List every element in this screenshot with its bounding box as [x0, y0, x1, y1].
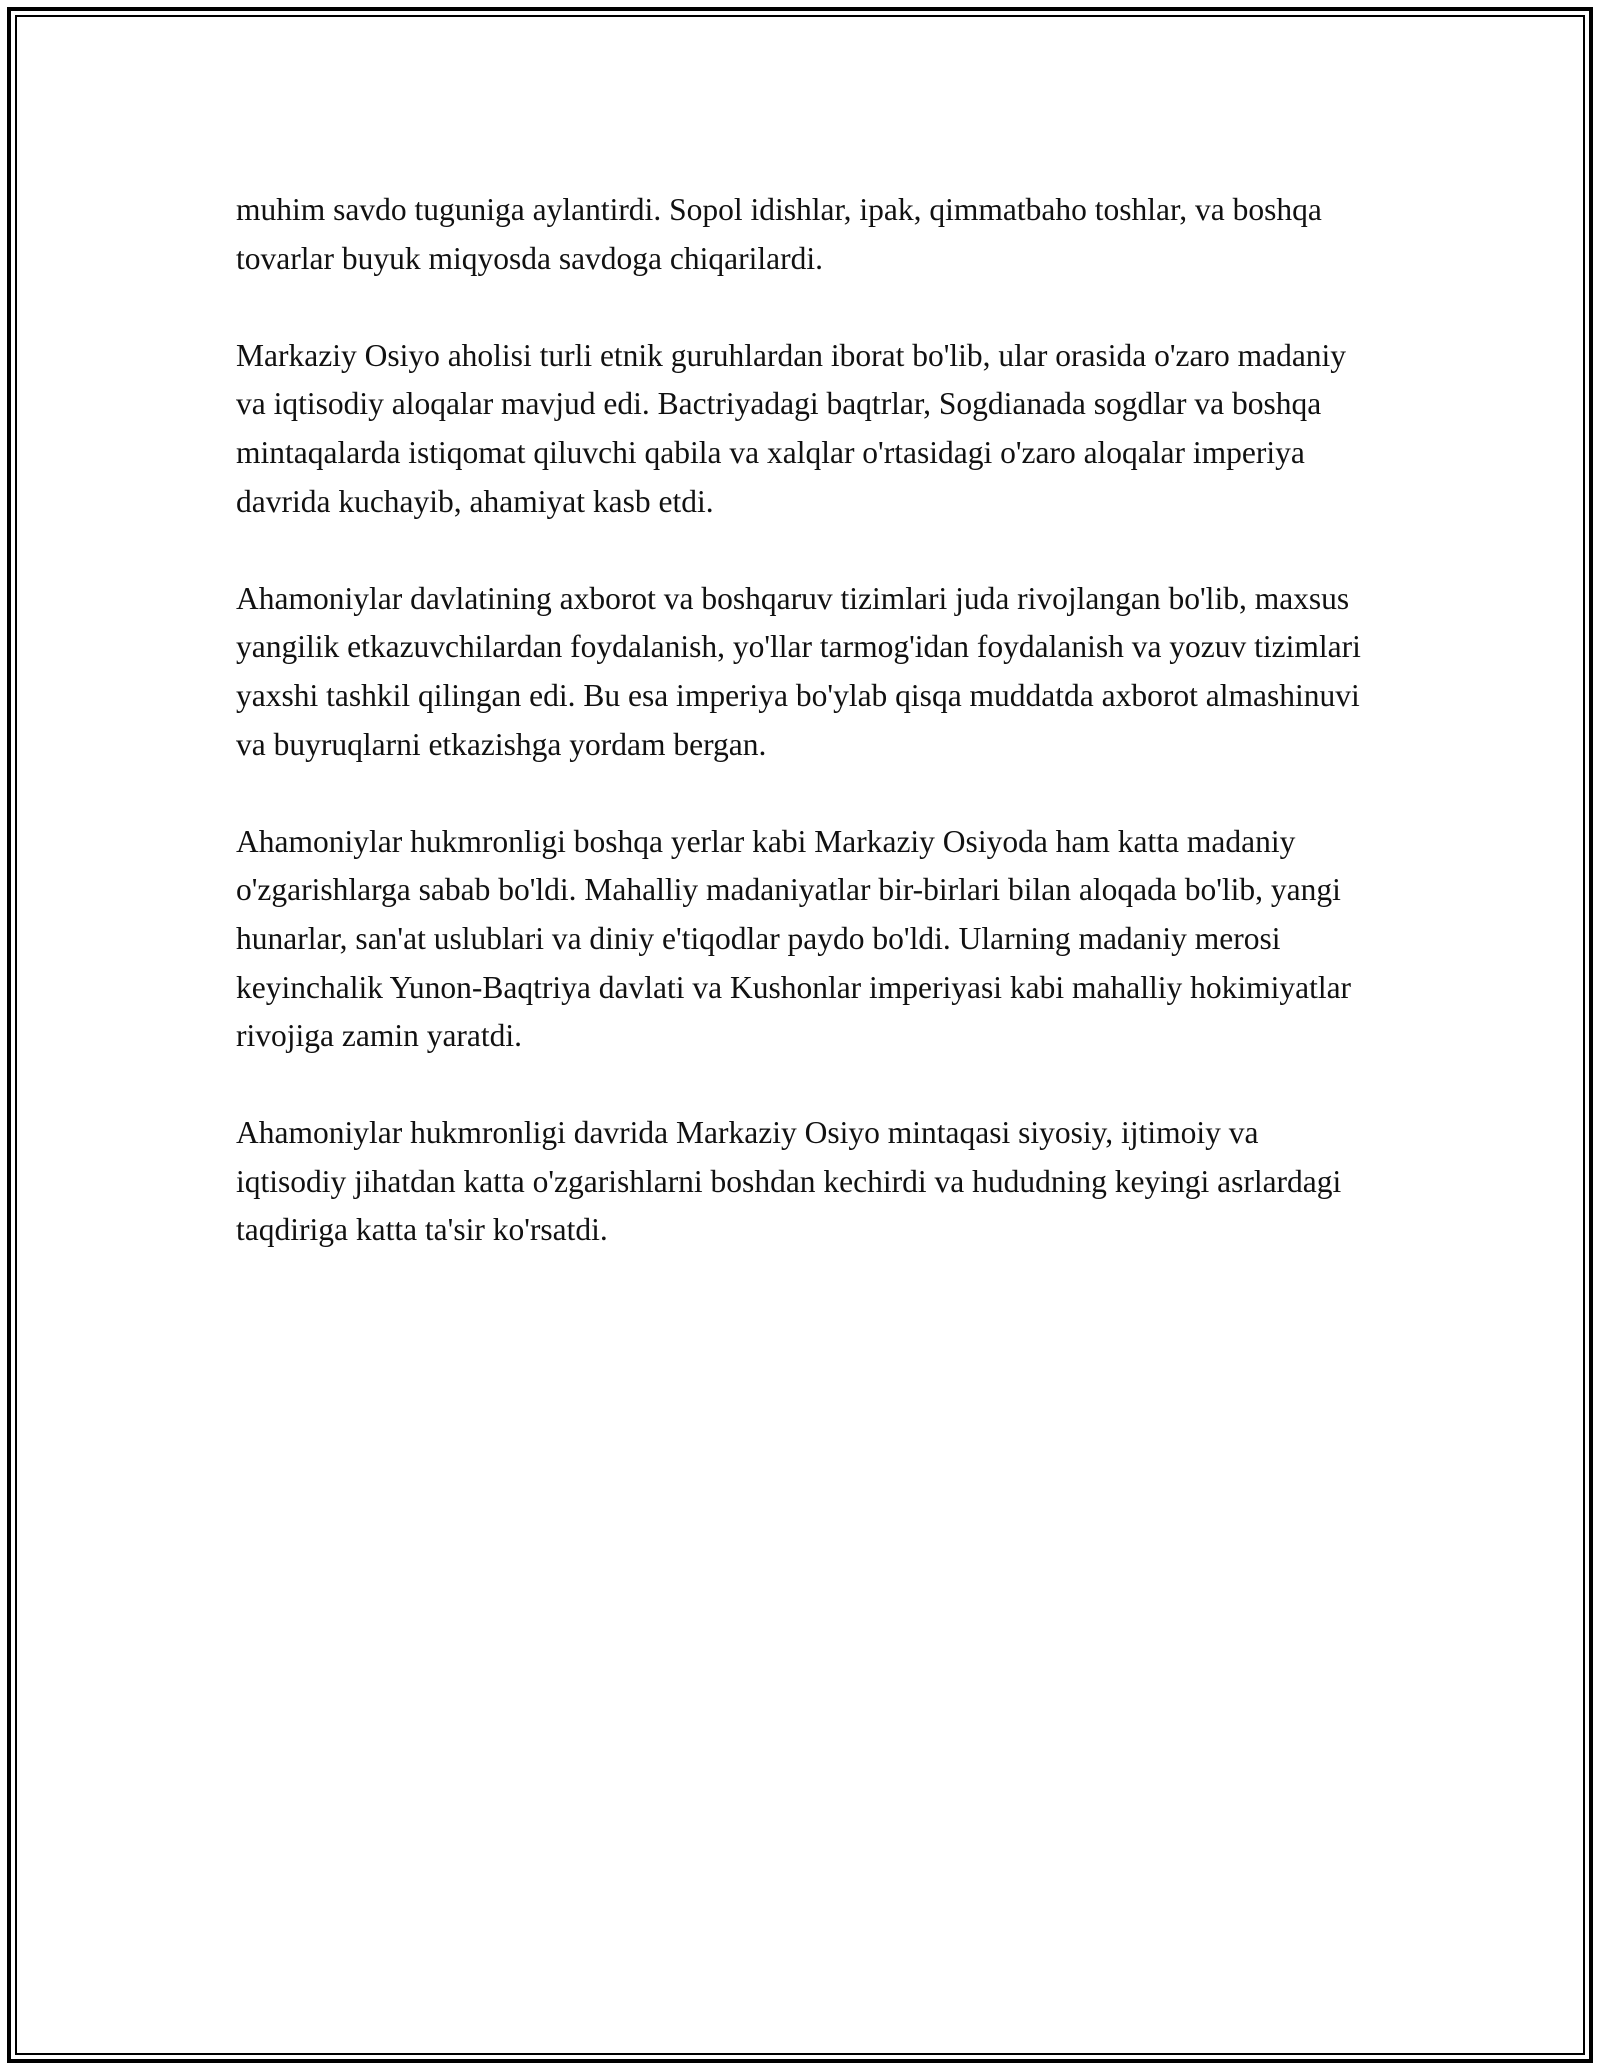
paragraph-2: Markaziy Osiyo aholisi turli etnik guruhlardan iborat bo'lib, ular orasida o'zaro madaniy va iqtisodiy aloqalar mavjud edi. Bactriyadagi baqtrlar, Sogdianada sogdlar va boshqa mintaqalarda istiqomat qiluvchi qabila va xalqlar o'rtasidagi o'zaro aloqalar imperiya davrida kuchayib, ahamiyat kasb etdi. — [236, 337, 1347, 519]
document-body — [236, 186, 1376, 1304]
paragraph-1: muhim savdo tuguniga aylantirdi. Sopol idishlar, ipak, qimmatbaho toshlar, va boshqa tovarlar buyuk miqyosda savdoga chiqarilardi. — [236, 192, 1322, 276]
paragraph-5: Ahamoniylar hukmronligi davrida Markaziy Osiyo mintaqasi siyosiy, ijtimoiy va iqtisodiy jihatdan katta o'zgarishlarni boshdan kechirdi va hududning keyingi asrlardagi taqdiriga katta ta'sir ko'rsatdi. — [236, 1115, 1342, 1248]
paragraph-3: Ahamoniylar davlatining axborot va boshqaruv tizimlari juda rivojlangan bo'lib, maxsus yangilik etkazuvchilardan foydalanish, yo'llar tarmog'idan foydalanish va yozuv tizimlari yaxshi tashkil qilingan edi. Bu esa imperiya bo'ylab qisqa muddatda axborot almashinuvi va buyruqlarni etkazishga yordam bergan. — [236, 580, 1361, 762]
paragraph-4: Ahamoniylar hukmronligi boshqa yerlar kabi Markaziy Osiyoda ham katta madaniy o'zgarishlarga sabab bo'ldi. Mahalliy madaniyatlar bir-birlari bilan aloqada bo'lib, yangi hunarlar, san'at uslublari va diniy e'tiqodlar paydo bo'ldi. Ularning madaniy merosi keyinchalik Yunon-Baqtriya davlati va Kushonlar imperiyasi kabi mahalliy hokimiyatlar rivojiga zamin yaratdi. — [236, 823, 1352, 1054]
